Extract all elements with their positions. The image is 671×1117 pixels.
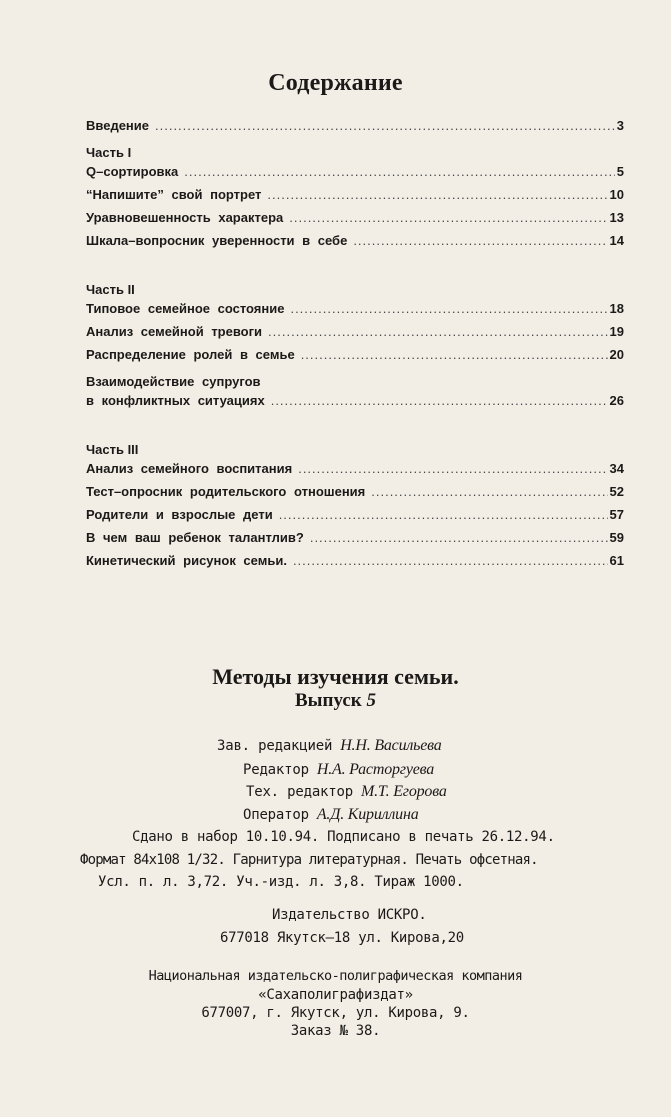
toc-entry-label: Введение bbox=[86, 118, 149, 133]
toc-entry bbox=[86, 118, 624, 141]
credit-role: Тех. редактор bbox=[246, 784, 353, 800]
toc-entry-label: “Напишите” свой портрет bbox=[86, 187, 262, 202]
dot-leader bbox=[268, 324, 608, 339]
toc-entry bbox=[86, 233, 624, 256]
credit-line bbox=[246, 783, 447, 801]
toc-entry-page: 14 bbox=[609, 233, 624, 248]
toc-entry-label: В чем ваш ребенок талантлив? bbox=[86, 530, 304, 545]
toc-part-heading: Часть I bbox=[86, 145, 132, 160]
issue-number: 5 bbox=[366, 690, 376, 711]
credit-name: А.Д. Кириллина bbox=[316, 806, 419, 823]
dot-leader bbox=[184, 164, 615, 179]
credit-name: М.Т. Егорова bbox=[360, 783, 447, 800]
toc-entry-label: Типовое семейное состояние bbox=[86, 301, 285, 316]
credit-line bbox=[243, 761, 434, 779]
dot-leader bbox=[290, 301, 607, 316]
toc-entry-label: Тест–опросник родительского отношения bbox=[86, 484, 366, 499]
credit-name: Н.Н. Васильева bbox=[340, 737, 442, 754]
dot-leader bbox=[279, 507, 608, 522]
imprint-format: Формат 84х108 1/32. Гарнитура литературная. Печать офсетная. bbox=[80, 852, 538, 868]
toc-entry-label-line1: Взаимодействие супругов bbox=[86, 374, 261, 389]
toc-entry-label: Анализ семейной тревоги bbox=[86, 324, 263, 339]
dot-leader bbox=[271, 393, 608, 408]
toc-entry-page: 61 bbox=[609, 553, 624, 568]
credit-role: Зав. редакцией bbox=[217, 738, 333, 754]
toc-entry bbox=[86, 301, 624, 324]
publisher-address: 677018 Якутск–18 ул. Кирова,20 bbox=[220, 930, 464, 946]
toc-entry-label: Родители и взрослые дети bbox=[86, 507, 273, 522]
toc-entry-label: Анализ семейного воспитания bbox=[86, 461, 293, 476]
toc-title: Содержание bbox=[268, 70, 403, 96]
printer-address: 677007, г. Якутск, ул. Кирова, 9. bbox=[201, 1005, 470, 1021]
toc-entry-page: 20 bbox=[609, 347, 624, 362]
toc-entry-page: 10 bbox=[609, 187, 624, 202]
dot-leader bbox=[293, 553, 608, 568]
toc-entry bbox=[86, 324, 624, 347]
toc-entry bbox=[86, 553, 624, 576]
publisher-name: Издательство ИСКРО. bbox=[272, 907, 427, 923]
dot-leader bbox=[267, 187, 607, 202]
toc-part-heading: Часть II bbox=[86, 282, 135, 297]
toc-entry-page: 26 bbox=[609, 393, 624, 408]
toc-entry-page: 19 bbox=[609, 324, 624, 339]
toc-entry-label: Кинетический рисунок семьи. bbox=[86, 553, 287, 568]
toc-entry bbox=[86, 347, 624, 370]
credit-role: Редактор bbox=[243, 762, 309, 778]
toc-entry bbox=[86, 461, 624, 484]
toc-entry-label: Распределение ролей в семье bbox=[86, 347, 295, 362]
credit-line bbox=[217, 737, 442, 755]
printer-brand: «Сахаполиграфиздат» bbox=[258, 987, 413, 1003]
dot-leader bbox=[289, 210, 607, 225]
toc-entry bbox=[86, 210, 624, 233]
toc-entry-page: 5 bbox=[616, 164, 624, 179]
toc-entry-page: 59 bbox=[609, 530, 624, 545]
dot-leader bbox=[310, 530, 608, 545]
printer-name: Национальная издательско-полиграфическая компания bbox=[148, 968, 523, 984]
toc-entry-label: Шкала–вопросник уверенности в себе bbox=[86, 233, 348, 248]
toc-part-heading: Часть III bbox=[86, 442, 139, 457]
dot-leader bbox=[371, 484, 607, 499]
imprint-issue bbox=[0, 690, 671, 712]
toc-entry bbox=[86, 530, 624, 553]
credit-name: Н.А. Расторгуева bbox=[316, 761, 435, 778]
toc-entry bbox=[86, 164, 624, 187]
toc-entry bbox=[86, 484, 624, 507]
dot-leader bbox=[298, 461, 607, 476]
toc-entry-label: Q–сортировка bbox=[86, 164, 179, 179]
toc-entry-page: 13 bbox=[609, 210, 624, 225]
imprint-print-sheets: Усл. п. л. 3,72. Уч.-изд. л. 3,8. Тираж 1000. bbox=[98, 874, 464, 890]
dot-leader bbox=[353, 233, 607, 248]
dot-leader bbox=[301, 347, 608, 362]
imprint-dates: Сдано в набор 10.10.94. Подписано в печать 26.12.94. bbox=[132, 829, 555, 845]
toc-entry bbox=[86, 507, 624, 530]
toc-entry bbox=[86, 187, 624, 210]
toc-entry-label: в конфликтных ситуациях bbox=[86, 393, 265, 408]
toc-entry-label: Уравновешенность характера bbox=[86, 210, 284, 225]
toc-entry-page: 3 bbox=[616, 118, 624, 133]
toc-entry bbox=[86, 393, 624, 416]
toc-entry-page: 57 bbox=[609, 507, 624, 522]
imprint-title: Методы изучения семьи. bbox=[212, 664, 459, 689]
credit-line bbox=[243, 806, 419, 824]
toc-entry-page: 34 bbox=[609, 461, 624, 476]
toc-entry-page: 18 bbox=[609, 301, 624, 316]
issue-label: Выпуск bbox=[294, 690, 362, 711]
order-number: Заказ № 38. bbox=[290, 1023, 381, 1039]
dot-leader bbox=[155, 118, 615, 133]
toc-entry-page: 52 bbox=[609, 484, 624, 499]
table-of-contents bbox=[86, 118, 624, 576]
credit-role: Оператор bbox=[243, 807, 309, 823]
